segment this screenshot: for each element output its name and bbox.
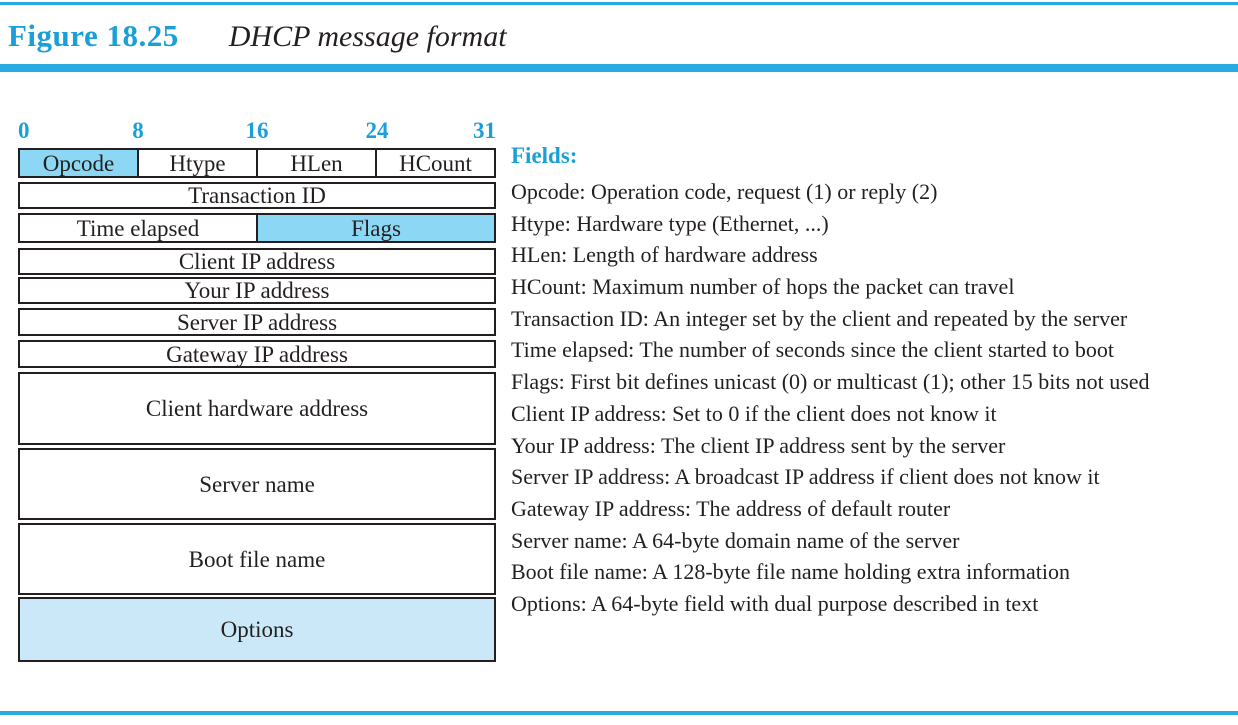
bit-label-31: 31 <box>473 118 496 143</box>
top-rule <box>0 2 1238 5</box>
field-description-gateway-ip: Gateway IP address: The address of default router <box>511 495 951 521</box>
field-cell-flags: Flags <box>258 213 496 243</box>
fields-legend <box>511 143 1238 620</box>
figure-number: Figure 18.25 <box>8 18 179 53</box>
field-description-hcount: HCount: Maximum number of hops the packet can travel <box>511 274 1015 300</box>
packet-row-server-ip <box>18 308 496 336</box>
field-cell-server-name: Server name <box>18 448 496 520</box>
figure-title: DHCP message format <box>228 20 507 53</box>
field-cell-server-ip: Server IP address <box>18 308 496 336</box>
bit-label-16: 16 <box>245 118 269 143</box>
field-cell-time-elapsed: Time elapsed <box>18 213 258 243</box>
field-description-client-ip: Client IP address: Set to 0 if the client does not know it <box>511 400 997 426</box>
field-description-boot-file-name: Boot file name: A 128-byte file name holding extra information <box>511 559 1071 585</box>
packet-row-transaction-id <box>18 182 496 209</box>
field-description-flags: Flags: First bit defines unicast (0) or multicast (1); other 15 bits not used <box>511 369 1150 395</box>
fields-heading: Fields: <box>511 143 578 168</box>
packet-row-time-flags <box>18 213 496 243</box>
bit-label-8: 8 <box>132 118 144 143</box>
packet-row-client-hardware-address <box>18 372 496 445</box>
field-cell-your-ip: Your IP address <box>18 277 496 304</box>
field-cell-opcode: Opcode <box>18 148 139 178</box>
bottom-rule <box>0 711 1238 715</box>
field-cell-htype: Htype <box>139 148 258 178</box>
packet-row-options <box>18 597 496 662</box>
field-description-server-name: Server name: A 64-byte domain name of the server <box>511 527 960 553</box>
bit-label-24: 24 <box>365 118 389 143</box>
field-description-opcode: Opcode: Operation code, request (1) or reply (2) <box>511 179 938 204</box>
field-cell-options: Options <box>18 597 496 662</box>
field-cell-boot-file-name: Boot file name <box>18 523 496 595</box>
field-cell-client-ip: Client IP address <box>18 248 496 275</box>
field-cell-hlen: HLen <box>258 148 377 178</box>
fields-list <box>511 176 1238 620</box>
field-cell-transaction-id: Transaction ID <box>18 182 496 209</box>
bit-label-0: 0 <box>18 118 30 143</box>
field-description-hlen: HLen: Length of hardware address <box>511 242 818 268</box>
packet-row-your-ip <box>18 277 496 304</box>
figure-header <box>8 18 507 58</box>
field-description-your-ip: Your IP address: The client IP address sent by the server <box>511 432 1006 458</box>
field-cell-hcount: HCount <box>377 148 496 178</box>
field-description-options: Options: A 64-byte field with dual purpose described in text <box>511 590 1039 616</box>
field-description-server-ip: Server IP address: A broadcast IP address if client does not know it <box>511 464 1100 490</box>
dhcp-packet-diagram <box>18 118 496 662</box>
field-cell-gateway-ip: Gateway IP address <box>18 340 496 368</box>
field-description-time-elapsed: Time elapsed: The number of seconds since the client started to boot <box>511 337 1115 363</box>
field-description-transaction-id: Transaction ID: An integer set by the client and repeated by the server <box>511 305 1128 331</box>
packet-row-client-ip <box>18 248 496 275</box>
packet-row-server-name <box>18 448 496 520</box>
packet-row-boot-file-name <box>18 523 496 595</box>
bit-ruler <box>18 118 496 148</box>
packet-row-header-bytes <box>18 148 496 178</box>
header-bar <box>0 64 1238 72</box>
packet-row-gateway-ip <box>18 340 496 368</box>
field-description-htype: Htype: Hardware type (Ethernet, ...) <box>511 210 829 236</box>
field-cell-client-hardware-address: Client hardware address <box>18 372 496 445</box>
